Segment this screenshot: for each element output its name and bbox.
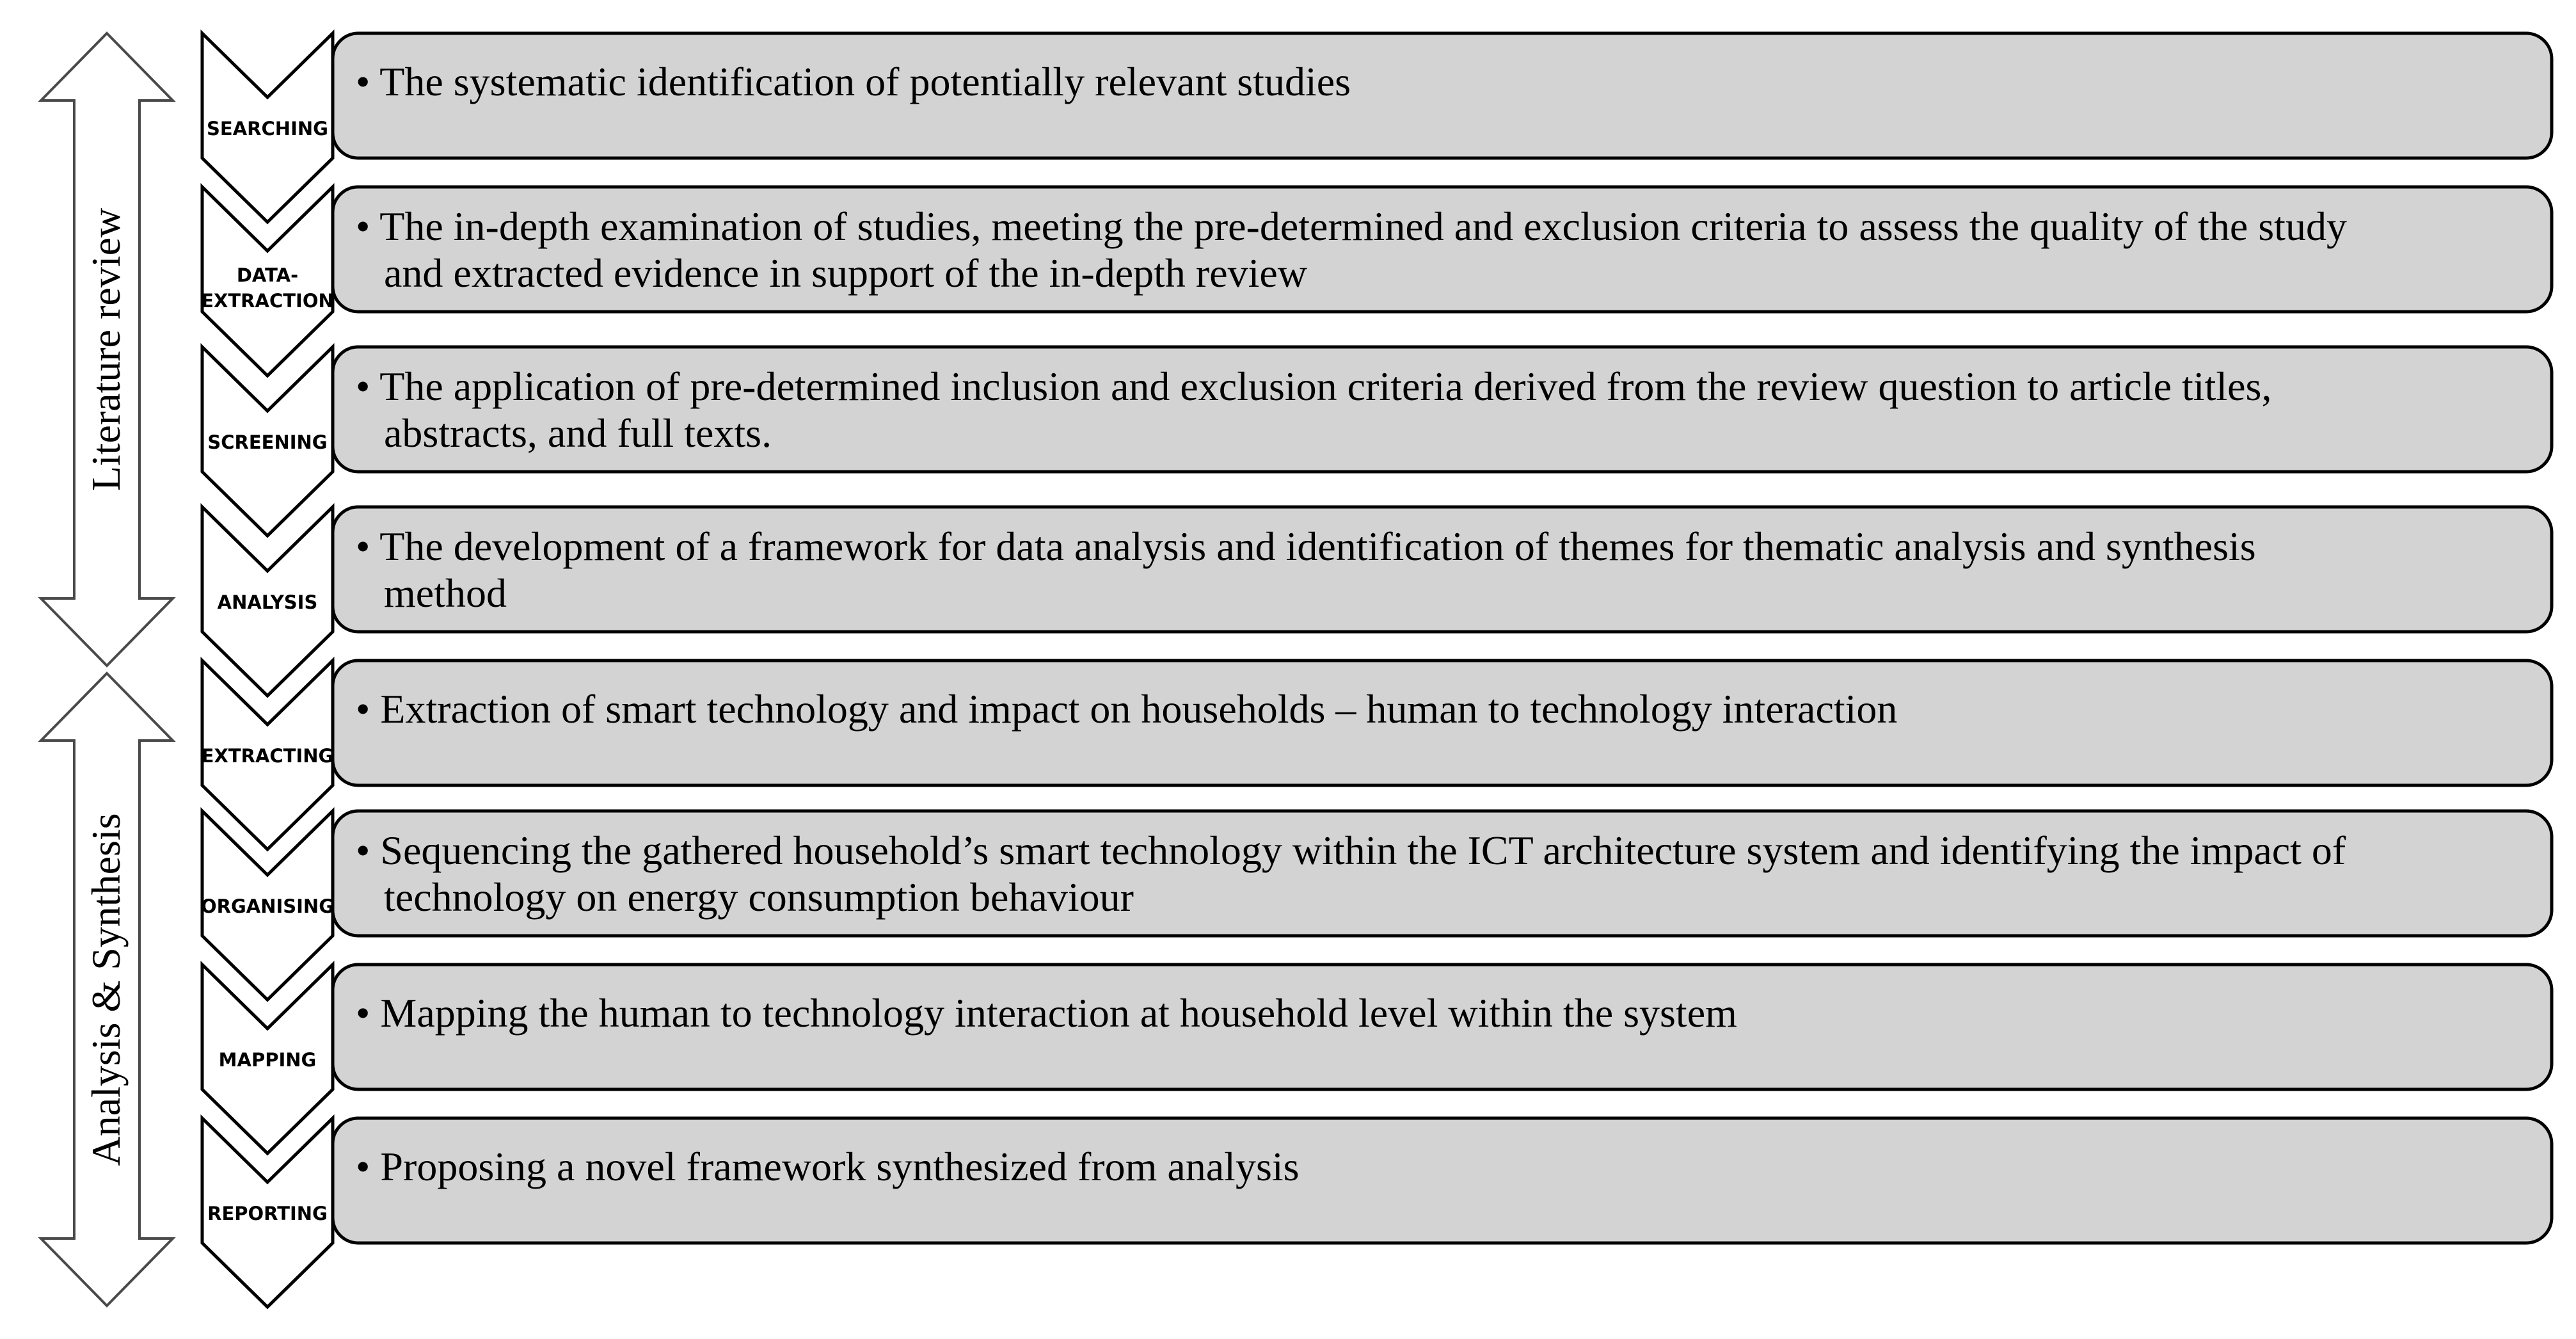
- step-label: EXTRACTING: [201, 745, 334, 767]
- step-description-text: • Extraction of smart technology and impact on households – human to technology interaction: [356, 686, 1898, 732]
- step-description-text: • Mapping the human to technology interaction at household level within the system: [356, 990, 1737, 1036]
- step-description-text: • Sequencing the gathered household’s smart technology within the ICT architecture system and identifying the impact of: [356, 828, 2346, 873]
- step-description-text: method: [384, 570, 507, 616]
- step-label: SCREENING: [207, 431, 328, 453]
- step-description-text: technology on energy consumption behaviour: [384, 874, 1134, 920]
- step-label: ORGANISING: [200, 895, 335, 917]
- step-description-text: • Proposing a novel framework synthesized from analysis: [356, 1144, 1300, 1189]
- literature-review-label: Literature review: [83, 207, 129, 492]
- step-label: EXTRACTION: [201, 290, 334, 312]
- step-description-text: • The development of a framework for data analysis and identification of themes for thematic analysis and synthesis: [356, 524, 2256, 569]
- step-7: [202, 1118, 2552, 1307]
- step-description-text: • The in-depth examination of studies, meeting the pre-determined and exclusion criteria to assess the quality of the study: [356, 204, 2347, 249]
- analysis-synthesis-label: Analysis & Synthesis: [83, 813, 129, 1166]
- step-description-text: • The application of pre-determined inclusion and exclusion criteria derived from the review question to article titles,: [356, 364, 2272, 409]
- step-label: SEARCHING: [207, 118, 328, 140]
- step-label: DATA-: [236, 264, 299, 286]
- steps-layer: [201, 33, 2552, 1307]
- step-label: MAPPING: [218, 1049, 317, 1071]
- step-label: REPORTING: [207, 1203, 328, 1224]
- step-description-text: • The systematic identification of potentially relevant studies: [356, 59, 1351, 104]
- step-label: ANALYSIS: [217, 591, 318, 613]
- step-description-text: and extracted evidence in support of the in-depth review: [384, 250, 1307, 296]
- step-description-text: abstracts, and full texts.: [384, 410, 772, 456]
